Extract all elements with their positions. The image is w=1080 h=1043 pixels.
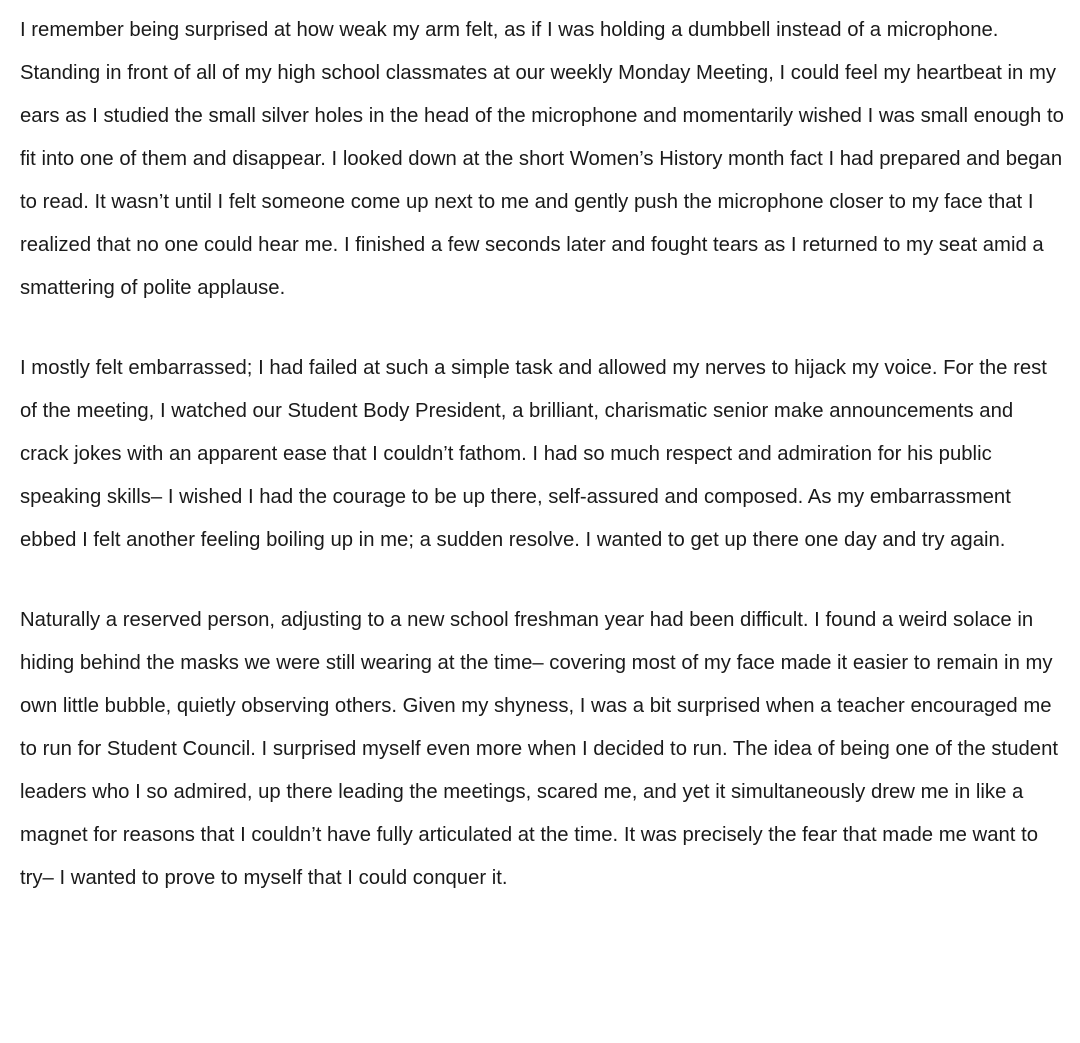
essay-paragraph-3: Naturally a reserved person, adjusting to a new school freshman year had been difficult. I found a weird solace in hiding behind the masks we were still wearing at the time– covering most of my face made it easier to remain in my own little bubble, quietly observing others. Given my shyness, I was a bit surprised when a teacher encouraged me to run for Student Council. I surprised myself even more when I decided to run. The idea of being one of the student leaders who I so admired, up there leading the meetings, scared me, and yet it simultaneously drew me in like a magnet for reasons that I couldn’t have fully articulated at the time. It was precisely the fear that made me want to try– I wanted to prove to myself that I could conquer it. <box>20 609 1058 889</box>
essay-paragraph-1: I remember being surprised at how weak my arm felt, as if I was holding a dumbbell instead of a microphone. Standing in front of all of my high school classmates at our weekly Monday Meeting, I could feel my heartbeat in my ears as I studied the small silver holes in the head of the microphone and momentarily wished I was small enough to fit into one of them and disappear. I looked down at the short Women’s History month fact I had prepared and began to read. It wasn’t until I felt someone come up next to me and gently push the microphone closer to my face that I realized that no one could hear me. I finished a few seconds later and fought tears as I returned to my seat amid a smattering of polite applause. <box>20 19 1064 299</box>
essay-body <box>20 9 1066 900</box>
essay-paragraph-2: I mostly felt embarrassed; I had failed at such a simple task and allowed my nerves to hijack my voice. For the rest of the meeting, I watched our Student Body President, a brilliant, charismatic senior make announcements and crack jokes with an apparent ease that I couldn’t fathom. I had so much respect and admiration for his public speaking skills– I wished I had the courage to be up there, self-assured and composed. As my embarrassment ebbed I felt another feeling boiling up in me; a sudden resolve. I wanted to get up there one day and try again. <box>20 357 1047 551</box>
